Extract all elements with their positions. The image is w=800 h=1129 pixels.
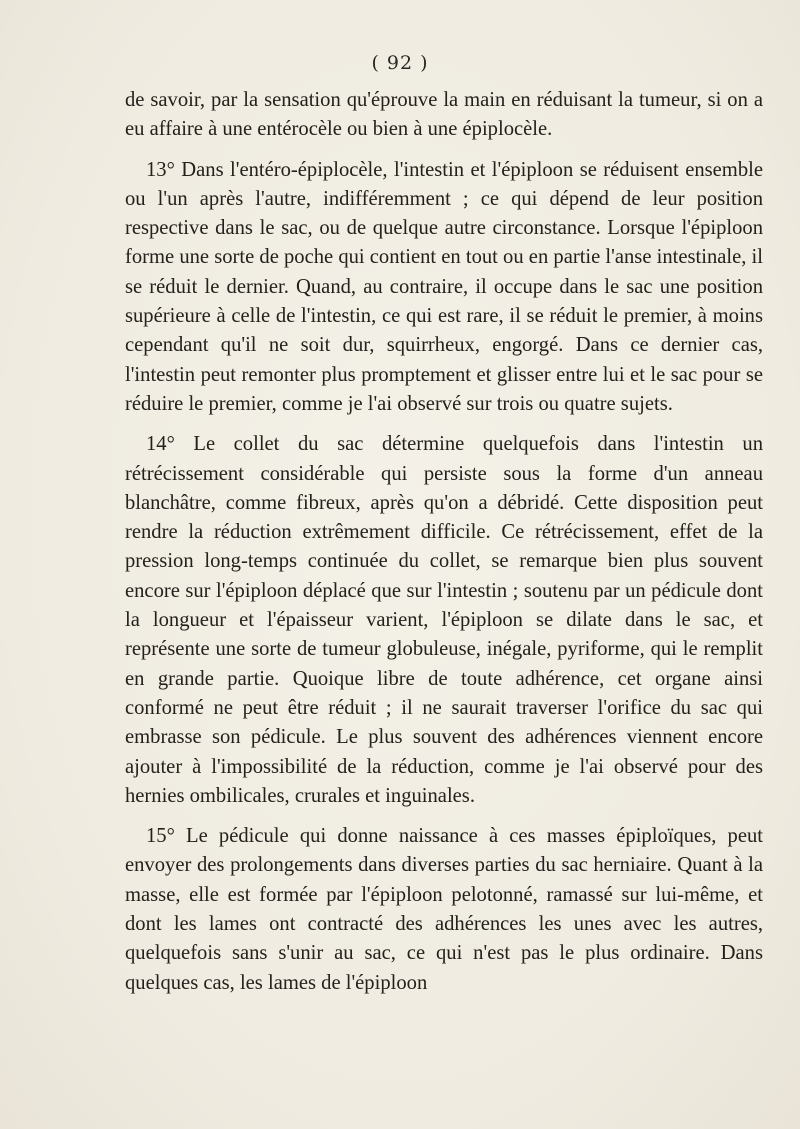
paragraph-15: 15° Le pédicule qui donne naissance à ces masses épiploïques, peut envoyer des prolongements dans diverses parties du sac herniaire. Quant à la masse, elle est formée par l'épiploon pelotonné, ramassé sur lui-même, et dont les lames ont contracté des adhérences les unes avec les autres, quelquefois sans s'unir au sac, ce qui n'est pas le plus ordinaire. Dans quelques cas, les lames de l'épiploon [125, 825, 763, 994]
paragraph-13: 13° Dans l'entéro-épiplocèle, l'intestin et l'épiploon se réduisent ensemble ou l'un après l'autre, indifféremment ; ce qui dépend de leur position respective dans le sac, ou de quelque autre circonstance. Lorsque l'épiploon forme une sorte de poche qui contient en tout ou en partie l'anse intestinale, il se réduit le dernier. Quand, au contraire, il occupe dans le sac une position supérieure à celle de l'intestin, ce qui est rare, il se réduit le premier, à moins cependant qu'il ne soit dur, squirrheux, engorgé. Dans ce dernier cas, l'intestin peut remonter plus promptement et glisser entre lui et le sac pour se réduire le premier, comme je l'ai observé sur trois ou quatre sujets. [125, 158, 763, 415]
page-number: ( 92 ) [371, 52, 429, 74]
paragraph-continuation: de savoir, par la sensation qu'éprouve la main en réduisant la tumeur, si on a eu affaire à une entérocèle ou bien à une épiplocèle. [125, 89, 763, 141]
paragraph-14: 14° Le collet du sac détermine quelquefois dans l'intestin un rétrécissement considérable qui persiste sous la forme d'un anneau blanchâtre, comme fibreux, après qu'on a débridé. Cette disposition peut rendre la réduction extrêmement difficile. Ce rétrécissement, effet de la pression long-temps continuée du collet, se remarque bien plus souvent encore sur l'épiploon déplacé que sur l'intestin ; soutenu par un pédicule dont la longueur et l'épaisseur varient, l'épiploon se dilate dans le sac, et représente une sorte de tumeur globuleuse, inégale, pyriforme, qui le remplit en grande partie. Quoique libre de toute adhérence, cet organe ainsi conformé ne peut être réduit ; il ne saurait traverser l'orifice du sac qui embrasse son pédicule. Le plus souvent des adhérences viennent encore ajouter à l'impossibilité de la réduction, comme je l'ai observé pour des hernies ombilicales, crurales et inguinales. [125, 433, 763, 807]
body-text [125, 86, 763, 1009]
